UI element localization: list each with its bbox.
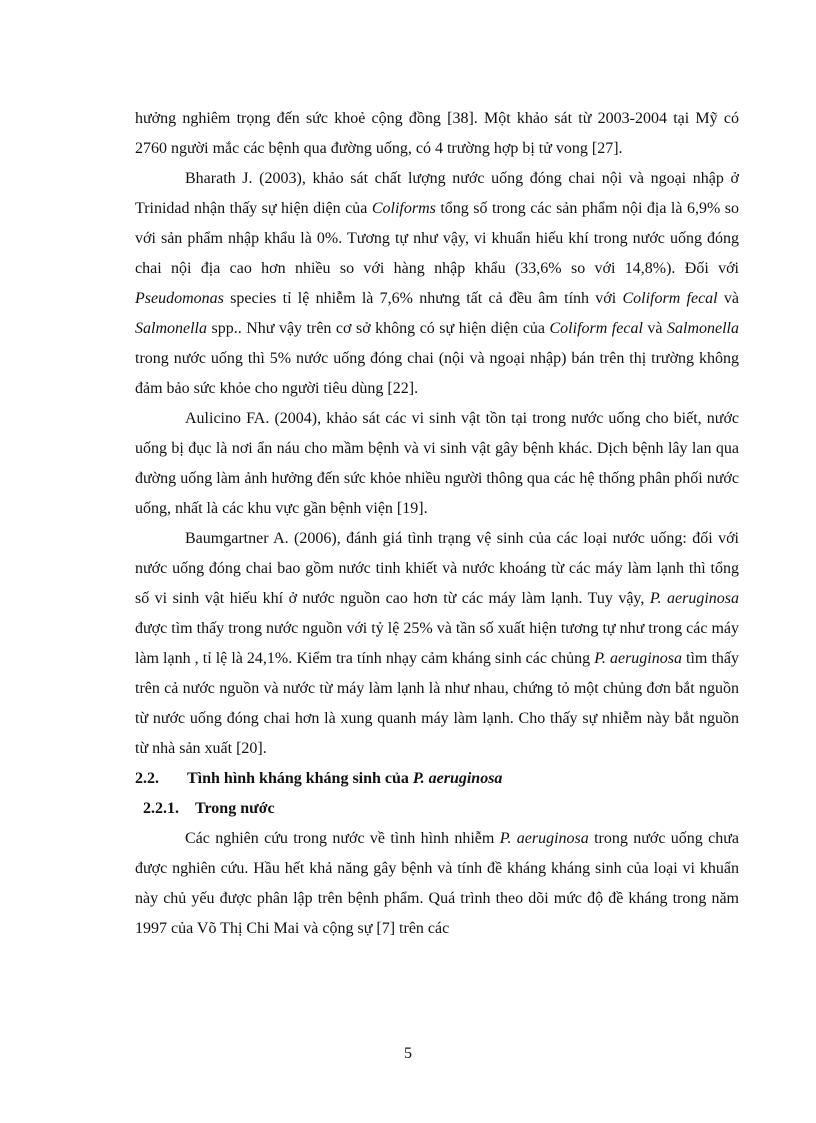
section-title: Tình hình kháng kháng sinh của xyxy=(187,770,413,787)
subsection-heading-2-2-1 xyxy=(135,794,739,824)
paragraph-4: Baumgartner A. (2006), đánh giá tình trạng vệ sinh của các loại nước uống: đối với nước uống đóng chai bao gồm nước tinh khiết và nước khoáng từ các máy làm lạnh thì tổng số vi sinh vật hiếu khí ở nước nguồn cao hơn từ các máy làm lạnh. Tuy vậy, P. aeruginosa được tìm thấy trong nước nguồn với tỷ lệ 25% và tần số xuất hiện tương tự như trong các máy làm lạnh , tỉ lệ là 24,1%. Kiểm tra tính nhạy cảm kháng sinh các chủng P. aeruginosa tìm thấy trên cả nước nguồn và nước từ máy làm lạnh là như nhau, chứng tỏ một chủng đơn bắt nguồn từ nước uống đóng chai hơn là xung quanh máy làm lạnh. Cho thấy sự nhiễm này bắt nguồn từ nhà sản xuất [20]. xyxy=(135,530,740,757)
paragraph-3: Aulicino FA. (2004), khảo sát các vi sinh vật tồn tại trong nước uống cho biết, nước uống bị đục là nơi ẩn náu cho mầm bệnh và vi sinh vật gây bệnh khác. Dịch bệnh lây lan qua đường uống làm ảnh hưởng đến sức khỏe nhiều người thông qua các hệ thống phân phối nước uống, nhất là các khu vực gần bệnh viện [19]. xyxy=(135,410,739,517)
paragraph-1: hưởng nghiêm trọng đến sức khoẻ cộng đồng [38]. Một khảo sát từ 2003-2004 tại Mỹ có 2760 người mắc các bệnh qua đường uống, có 4 trường hợp bị tử vong [27]. xyxy=(135,110,739,157)
paragraph-2: Bharath J. (2003), khảo sát chất lượng nước uống đóng chai nội và ngoại nhập ở Trinidad nhận thấy sự hiện diện của Coliforms tổng số trong các sản phẩm nội địa là 6,9% so với sản phẩm nhập khẩu là 0%. Tương tự như vậy, vi khuẩn hiếu khí trong nước uống đóng chai nội địa cao hơn nhiều so với hàng nhập khẩu (33,6% so với 14,8%). Đối với Pseudomonas species tỉ lệ nhiễm là 7,6% nhưng tất cả đều âm tính với Coliform fecal và Salmonella spp.. Như vậy trên cơ sở không có sự hiện diện của Coliform fecal và Salmonella trong nước uống thì 5% nước uống đóng chai (nội và ngoại nhập) bán trên thị trường không đảm bảo sức khỏe cho người tiêu dùng [22]. xyxy=(135,170,740,397)
document-page xyxy=(135,104,739,944)
subsection-number: 2.2.1. xyxy=(143,800,179,817)
page-number: 5 xyxy=(404,1045,412,1062)
section-heading-2-2 xyxy=(135,764,739,794)
section-number: 2.2. xyxy=(135,770,159,787)
paragraph-5: Các nghiên cứu trong nước về tình hình nhiễm P. aeruginosa trong nước uống chưa được nghiên cứu. Hầu hết khả năng gây bệnh và tính đề kháng kháng sinh của loại vi khuẩn này chủ yếu được phân lập trên bệnh phẩm. Quá trình theo dõi mức độ đề kháng trong năm 1997 của Võ Thị Chi Mai và cộng sự [7] trên các xyxy=(135,830,739,937)
subsection-title: Trong nước xyxy=(195,800,275,817)
section-title-italic: P. aeruginosa xyxy=(412,770,503,787)
